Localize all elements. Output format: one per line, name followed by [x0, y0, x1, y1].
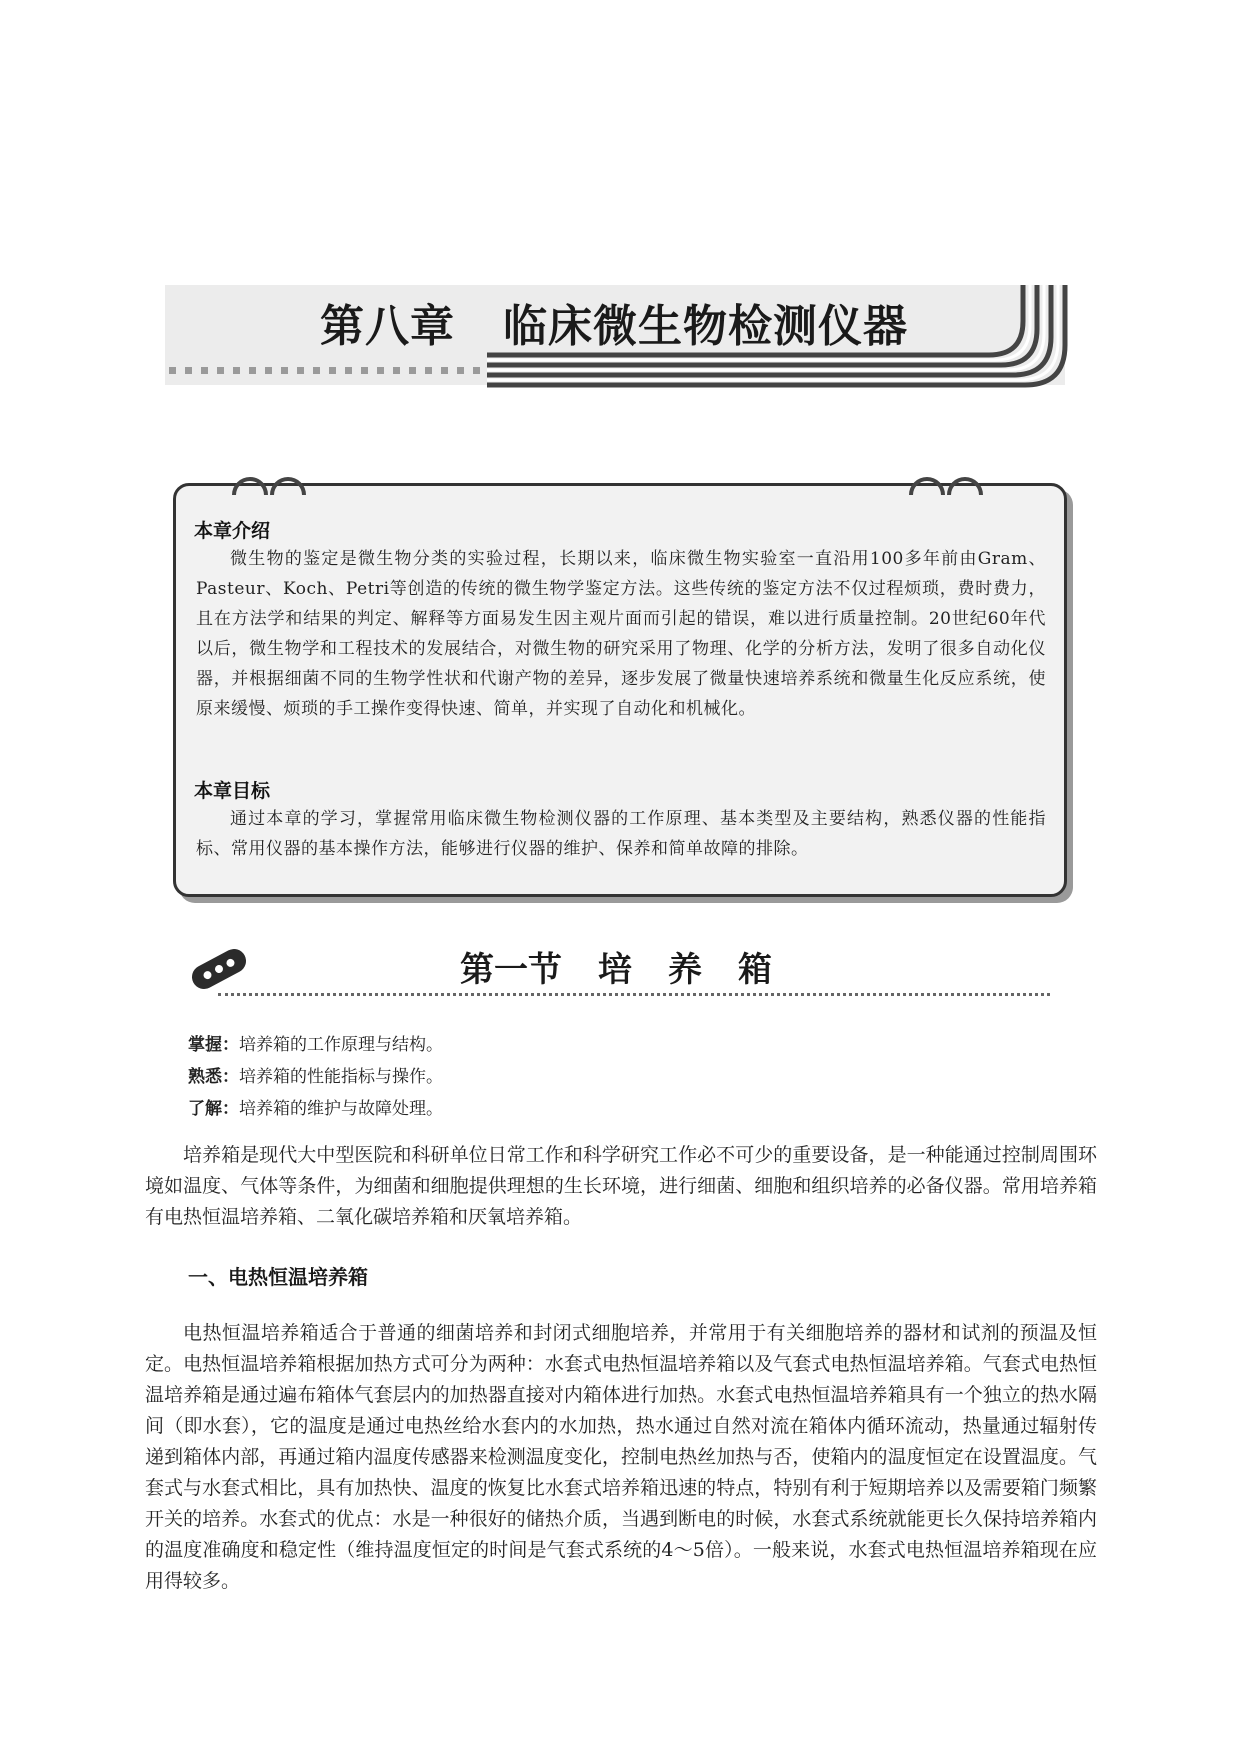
body-paragraph-1: 培养箱是现代大中型医院和科研单位日常工作和科学研究工作必不可少的重要设备，是一种能通过控制周围环境如温度、气体等条件，为细菌和细胞提供理想的生长环境，进行细菌、细胞和组织培养的必备仪器。常用培养箱有电热恒温培养箱、二氧化碳培养箱和厌氧培养箱。: [145, 1144, 1097, 1228]
objective-text: 培养箱的性能指标与操作。: [239, 1067, 443, 1087]
bandage-section-icon: [186, 945, 252, 993]
section-title: [460, 942, 772, 991]
objective-text: 培养箱的工作原理与结构。: [239, 1035, 443, 1055]
objective-text: 培养箱的维护与故障处理。: [239, 1099, 443, 1119]
intro-text: 微生物的鉴定是微生物分类的实验过程，长期以来，临床微生物实验室一直沿用100多年前由Gram、Pasteur、Koch、Petri等创造的传统的微生物学鉴定方法。这些传统的鉴定方法不仅过程烦琐，费时费力，且在方法学和结果的判定、解释等方面易发生因主观片面而引起的错误，难以进行质量控制。20世纪60年代以后，微生物学和工程技术的发展结合，对微生物的研究采用了物理、化学的分析方法，发明了很多自动化仪器，并根据细菌不同的生物学性状和代谢产物的差异，逐步发展了微量快速培养系统和微量生化反应系统，使原来缓慢、烦琐的手工操作变得快速、简单，并实现了自动化和机械化。: [196, 549, 1046, 719]
binder-rings-right-icon: [905, 455, 995, 501]
section-title-char-2: 养: [668, 950, 702, 990]
subsection-heading: 一、电热恒温培养箱: [188, 1265, 368, 1289]
chapter-name: 临床微生物检测仪器: [503, 301, 908, 352]
chapter-number: 第八章: [320, 301, 455, 352]
objective-label: 了解：: [188, 1099, 239, 1119]
section-number: 第一节: [460, 950, 562, 990]
objective-label: 熟悉：: [188, 1067, 239, 1087]
objective-label: 掌握：: [188, 1035, 239, 1055]
goal-text: 通过本章的学习，掌握常用临床微生物检测仪器的工作原理、基本类型及主要结构，熟悉仪器的性能指标、常用仪器的基本操作方法，能够进行仪器的维护、保养和简单故障的排除。: [196, 809, 1046, 859]
objective-familiar: [188, 1062, 443, 1087]
objective-master: [188, 1030, 443, 1055]
objective-understand: [188, 1094, 443, 1119]
chapter-intro-card: [173, 483, 1067, 897]
section-divider: [218, 993, 1050, 996]
section-title-char-1: 培: [598, 950, 632, 990]
intro-heading: 本章介绍: [194, 520, 271, 542]
body-paragraph-2: 电热恒温培养箱适合于普通的细菌培养和封闭式细胞培养，并常用于有关细胞培养的器材和试剂的预温及恒定。电热恒温培养箱根据加热方式可分为两种：水套式电热恒温培养箱以及气套式电热恒温培养箱。气套式电热恒温培养箱是通过遍布箱体气套层内的加热器直接对内箱体进行加热。水套式电热恒温培养箱具有一个独立的热水隔间（即水套），它的温度是通过电热丝给水套内的水加热，热水通过自然对流在箱体内循环流动，热量通过辐射传递到箱体内部，再通过箱内温度传感器来检测温度变化，控制电热丝加热与否，使箱内的温度恒定在设置温度。气套式与水套式相比，具有加热快、温度的恢复比水套式培养箱迅速的特点，特别有利于短期培养以及需要箱门频繁开关的培养。水套式的优点：水是一种很好的储热介质，当遇到断电的时候，水套式系统就能更长久保持培养箱内的温度准确度和稳定性（维持温度恒定的时间是气套式系统的4～5倍）。一般来说，水套式电热恒温培养箱现在应用得较多。: [145, 1322, 1097, 1592]
goal-heading: 本章目标: [194, 780, 271, 802]
binder-rings-left-icon: [228, 455, 318, 501]
section-title-char-3: 箱: [738, 950, 772, 990]
chapter-title: [320, 290, 908, 354]
